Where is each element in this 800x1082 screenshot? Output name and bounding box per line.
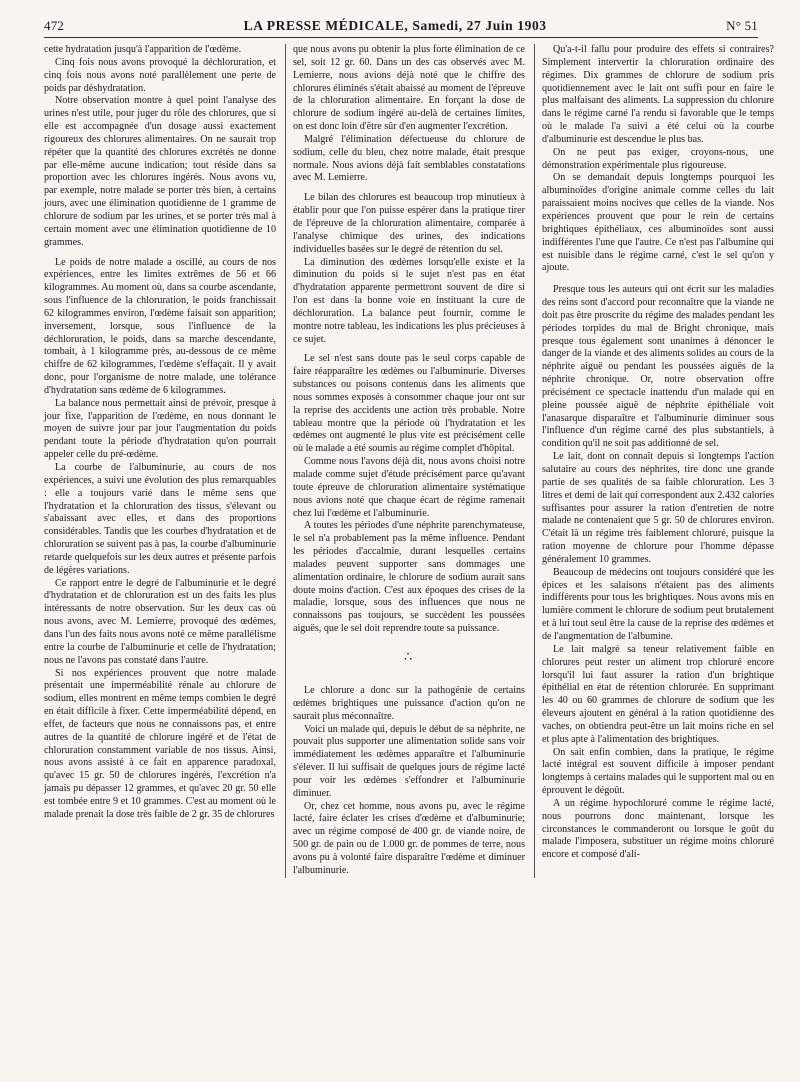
journal-title: LA PRESSE MÉDICALE, Samedi, 27 Juin 1903 [243, 18, 547, 33]
text-columns [44, 44, 774, 878]
page-header [44, 18, 758, 38]
paragraph: Si nos expériences prouvent que notre malade présentait une imperméabilité rénale au chlorure de sodium, elles montrent en même temps combien le degré en était difficile à fixer. Cette imperméabilité dépend, en effet, de facteurs que nous ne connaissons pas, et entre autres de la quantité de chlorure ingéré et de l'état de chloruration constamment variable de nos tissus. Ainsi, nous avons assisté à ce fait en apparence paradoxal, qu'avec 15 gr. 50 de chlorures ingérés, l'excrétion n'a jamais pu dépasser 12 grammes, et qu'avec 20 gr. 50 elle est tombée entre 9 et 10 grammes. C'est au moment où le malade prenait la dose très faible de 2 gr. 35 de chlorures [44, 667, 276, 820]
paragraph: Le poids de notre malade a oscillé, au cours de nos expériences, entre les limites extrêmes de 56 et 66 kilogrammes. Au moment où, dans sa courbe ascendante, sous l'influence de la chloruration, le poids franchissait 62 kilogrammes environ, l'œdème faisait son apparition; inversement, lorsque, sous l'influence de la déchloruration, le poids, dans sa marche descendante, tombait, à 1 kilogramme près, au-dessous de ce même chiffre de 62 kilogrammes, l'œdème s'effaçait. Il y avait donc, pour l'organisme de notre malade, une tolérance d'hydratation sans œdème de 6 kilogrammes. [44, 256, 276, 396]
paragraph: Malgré l'élimination défectueuse du chlorure de sodium, celle du bleu, chez notre malade, était presque normale. Nous avions déjà fait semblables constatations avec M. Lemierre. [293, 133, 525, 184]
paragraph: Le bilan des chlorures est beaucoup trop minutieux à établir pour que l'on puisse espérer dans la pratique tirer de l'épreuve de la chloruration alimentaire, comparée à l'analyse chimique des urines, des indications individuelles basées sur le degré de rétention du sel. [293, 192, 525, 255]
paragraph: On sait enfin combien, dans la pratique, le régime lacté intégral est souvent difficile à imposer pendant longtemps à certains malades qui le supportent mal ou en éprouvent le dégoût. [542, 746, 774, 797]
column-right [542, 44, 774, 878]
paragraph: Le lait, dont on connaît depuis si longtemps l'action salutaire au cours des néphrites, tire donc une grande partie de ses qualités de sa faible chloruration. Les 3 litres et demi de lait qui correspondent aux 2.432 calories suffisantes pour assurer la ration d'entretien de notre malade ne contenaient que 5 gr. 50 de chlorures environ. C'était là un régime très faiblement chloruré, puisque la ration moyenne de chlorure pour l'homme dépasse généralement 10 grammes. [542, 451, 774, 565]
paragraph: A un régime hypochloruré comme le régime lacté, nous pourrons donc maintenant, lorsque les circonstances le commanderont ou lorsque le goût du malade l'imposera, substituer un régime moins chloruré encore et composé d'ali- [542, 797, 774, 861]
column-left [44, 44, 276, 878]
paragraph: Ce rapport entre le degré de l'albuminurie et le degré d'hydratation et de chloruration est un des faits les plus intéressants de notre observation. Sur les deux cas où nous avons, avec M. Lemierre, provoqué des œdèmes, dans l'un des faits nous avons noté ce même parallélisme entre la courbe de l'albuminurie et celle de l'hydratation; nous ne l'avons pas constaté dans l'autre. [44, 577, 276, 666]
paragraph: Comme nous l'avons déjà dit, nous avons choisi notre malade comme sujet d'étude précisément parce qu'avant toute épreuve de chloruration alimentaire systématique nous avions noté que chaque écart de régime ramenait chez lui l'œdème et l'albuminurie. [293, 456, 525, 519]
column-middle [293, 44, 525, 878]
paragraph: On se demandait depuis longtemps pourquoi les albuminoïdes d'origine animale comme celles du lait paraissaient moins nocives que celles de la viande. Nos expériences prouvent que pour le rein de certains brightiques épithéliaux, ces albuminoïdes sont aussi indifférentes l'une que l'autre. Ce n'est pas l'albumine qui est nuisible dans le régime carné, c'est le sel qu'on y ajoute. [542, 172, 774, 274]
paragraph: Voici un malade qui, depuis le début de sa néphrite, ne pouvait plus supporter une alimentation solide sans voir immédiatement les œdèmes apparaître et l'albuminurie s'élever. Il lui suffisait de quelques jours de régime lacté pour voir les œdèmes s'effondrer et l'albuminurie diminuer. [293, 723, 525, 799]
paragraph: La balance nous permettait ainsi de prévoir, presque à jour fixe, l'apparition de l'œdème, en nous donnant le moyen de suivre jour par jour l'augmentation du poids pendant toute la période d'hydratation qu'on pourrait appeler celle du pré-œdème. [44, 397, 276, 461]
paragraph: On ne peut pas exiger, croyons-nous, une démonstration expérimentale plus rigoureuse. [542, 146, 774, 171]
column-divider [285, 44, 286, 878]
section-separator: ∴ [403, 648, 415, 664]
paragraph: Le chlorure a donc sur la pathogénie de certains œdèmes brightiques une puissance d'action qu'on ne saurait plus méconnaître. [293, 684, 525, 722]
column-divider [534, 44, 535, 878]
paragraph: Notre observation montre à quel point l'analyse des urines n'est utile, pour juger du rôle des chlorures, que si elle est accompagnée d'un dosage aussi exactement rigoureux des chlorures alimentaires. On ne saurait trop répéter que la quantité des chlorures excrétés ne donne par elle-même aucune indication; tout réside dans sa proportion avec les chlorures ingérés. Nous avons vu, par exemple, notre malade se porter très bien, à certains jours, avec une élimination quotidienne de 1 gramme de chlorure de sodium par les urines, et se porter très mal à certain moment avec une élimination quotidienne de 10 grammes. [44, 95, 276, 248]
paragraph: Or, chez cet homme, nous avons pu, avec le régime lacté, faire éclater les crises d'œdème et d'albuminurie; avec un régime composé de 400 gr. de viande noire, de 500 gr. de pain ou de 1.000 gr. de pommes de terre, nous avons pu à volonté faire disparaître l'œdème et diminuer l'albuminurie. [293, 800, 525, 876]
paragraph: Beaucoup de médecins ont toujours considéré que les épices et les salaisons n'étaient pas des aliments indifférents pour tous les brightiques. Nous avons mis en lumière comment le chlorure de sodium peut brutalement et à lui tout seul être la cause de la reprise des œdèmes et de l'augmentation de l'albumine. [542, 566, 774, 642]
paragraph: A toutes les périodes d'une néphrite parenchymateuse, le sel n'a probablement pas la même influence. Pendant les périodes d'accalmie, durant lesquelles certains malades peuvent supporter sans dommages une alimentation ordinaire, le chlorure de sodium aurait sans doute moins d'action. C'est aux époques des crises de la maladie, lorsque, sous des influences que nous ne connaissons pas toujours, se succèdent les poussées aiguës, que le sel doit reprendre toute sa puissance. [293, 520, 525, 635]
paragraph: cette hydratation jusqu'à l'apparition de l'œdème. [44, 44, 242, 55]
issue-number: N° 51 [726, 18, 758, 33]
page-number: 472 [44, 18, 65, 33]
paragraph: Presque tous les auteurs qui ont écrit sur les maladies des reins sont d'accord pour reconnaître que la viande ne doit pas être proscrite du régime des malades pendant les périodes torpides du mal de Bright chronique, mais presque tous également sont unanimes à dénoncer le danger de la viande et des aliments solides au cours de la néphrite aiguë ou pendant les poussées aiguës de la néphrite chronique. Or, notre observation offre précisément ce spectacle inattendu d'un malade qui en pleine poussée aiguë de néphrite épithéliale voit l'anasarque disparaître et l'albuminurie diminuer sous l'influence d'un régime carné des plus substantiels, à condition qu'il ne soit pas additionné de sel. [542, 284, 774, 450]
paragraph: Cinq fois nous avons provoqué la déchloruration, et cinq fois nous avons noté parallèlement une perte de poids par déshydratation. [44, 56, 276, 94]
paragraph: que nous avons pu obtenir la plus forte élimination de ce sel, soit 12 gr. 60. Dans un des cas observés avec M. Lemierre, nous avions déjà noté que le chiffre des chlorures éliminés s'était abaissé au moment de l'épreuve de la chloruration alimentaire. En forçant la dose de chlorure de sodium ingéré au-delà de certaines limites, on est donc loin d'être sûr d'en augmenter l'excrétion. [293, 44, 525, 133]
paragraph: La diminution des œdèmes lorsqu'elle existe et la diminution du poids si le sujet n'est pas en état d'hydratation apparente permettront souvent de dire si l'on est dans la bonne voie en instituant la cure de déchloruration. La balance peut fournir, comme le montre notre tableau, les indications les plus précieuses à ce sujet. [293, 256, 525, 345]
paragraph: Le lait malgré sa teneur relativement faible en chlorures peut rester un aliment trop chloruré encore lorsqu'il lui faut assurer la ration d'un brightique épithélial en état de rétention chlorurée. En supprimant les 40 ou 60 grammes de chlorure de sodium que les éleveurs ajoutent en général à la ration quotidienne des vaches, on obtiendra peut-être un lait moins riche en sel et plus apte à l'alimentation des brightiques. [542, 643, 774, 745]
paragraph: Le sel n'est sans doute pas le seul corps capable de faire réapparaître les œdèmes ou l'albuminurie. Diverses substances ou poisons contenus dans les aliments que nous sommes exposés à consommer chaque jour ont sur la reprise des accidents une action très probable. Notre tableau montre que la période où l'hydratation et les œdèmes ont augmenté le plus vite est précisément celle où le malade a été soumis au régime complet d'hôpital. [293, 353, 525, 455]
paragraph: Qu'a-t-il fallu pour produire des effets si contraires? Simplement intervertir la chloruration ordinaire des régimes. Dix grammes de chlorure de sodium pris quotidiennement avec le lait ont suffi pour en faire le plus malfaisant des aliments. La suppression du chlorure dans le régime carné l'a rendu si favorable que le temps où le malade l'a suivi a été celui où la courbe d'albuminurie est descendue le plus bas. [542, 44, 774, 145]
paragraph: La courbe de l'albuminurie, au cours de nos expériences, a suivi une évolution des plus remarquables : elle a toujours varié dans le même sens que l'hydratation et la chloruration des tissus, s'élevant ou s'abaissant avec elles, et dans des proportions considérables. Tandis que les courbes d'hydratation et de chloruration se suivent pas à pas, la courbe d'albuminurie retarde quelquefois sur les deux autres et présente parfois de légères variations. [44, 462, 276, 576]
